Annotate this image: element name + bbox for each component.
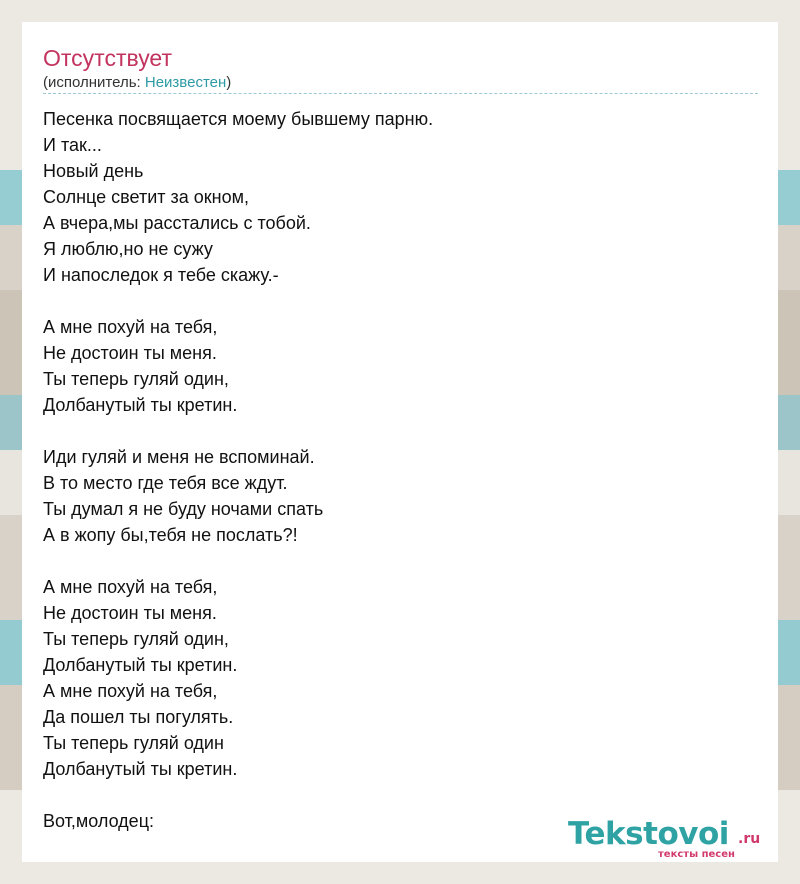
lyrics-line: Долбанутый ты кретин. (43, 395, 238, 415)
song-title: Отсутствует (43, 45, 172, 71)
artist-suffix: ) (226, 74, 232, 91)
lyrics-line: Иди гуляй и меня не вспоминай. (43, 447, 315, 467)
lyrics-line: Да пошел ты погулять. (43, 707, 234, 727)
logo-name: Tekstovoi (568, 816, 729, 852)
lyrics-blank-line (43, 548, 433, 574)
lyrics-line: Ты теперь гуляй один (43, 733, 224, 753)
site-logo[interactable] (568, 816, 778, 862)
lyrics-line: Солнце светит за окном, (43, 187, 249, 207)
lyrics-line: Не достоин ты меня. (43, 343, 217, 363)
lyrics-line: А вчера,мы расстались с тобой. (43, 213, 311, 233)
lyrics-line: Долбанутый ты кретин. (43, 655, 238, 675)
lyrics-line: Песенка посвящается моему бывшему парню. (43, 109, 434, 129)
lyrics-line: Ты теперь гуляй один, (43, 629, 229, 649)
lyrics-line: Вот,молодец: (43, 811, 155, 831)
lyrics-blank-line (43, 418, 433, 444)
artist-prefix: (исполнитель: (43, 74, 145, 91)
lyrics-line: А мне похуй на тебя, (43, 577, 218, 597)
logo-tld: .ru (738, 831, 761, 847)
divider (43, 93, 758, 94)
lyrics-line: Не достоин ты меня. (43, 603, 217, 623)
lyrics-line: А мне похуй на тебя, (43, 681, 218, 701)
lyrics-line: Новый день (43, 161, 144, 181)
lyrics-line: И напоследок я тебе скажу.- (43, 265, 279, 285)
lyrics-line: А мне похуй на тебя, (43, 317, 218, 337)
lyrics-blank-line (43, 782, 433, 808)
logo-tagline: тексты песен (658, 849, 735, 860)
lyrics-blank-line (43, 288, 433, 314)
lyrics-text (43, 106, 433, 834)
artist-link[interactable]: Неизвестен (144, 74, 227, 91)
lyrics-line: А в жопу бы,тебя не послать?! (43, 525, 298, 545)
lyrics-line: В то место где тебя все ждут. (43, 473, 288, 493)
lyrics-line: Ты теперь гуляй один, (43, 369, 229, 389)
lyrics-card (22, 22, 778, 862)
lyrics-line: И так... (43, 135, 102, 155)
lyrics-line: Ты думал я не буду ночами спать (43, 499, 324, 519)
artist-line (43, 74, 231, 92)
lyrics-line: Долбанутый ты кретин. (43, 759, 238, 779)
lyrics-line: Я люблю,но не сужу (43, 239, 213, 259)
